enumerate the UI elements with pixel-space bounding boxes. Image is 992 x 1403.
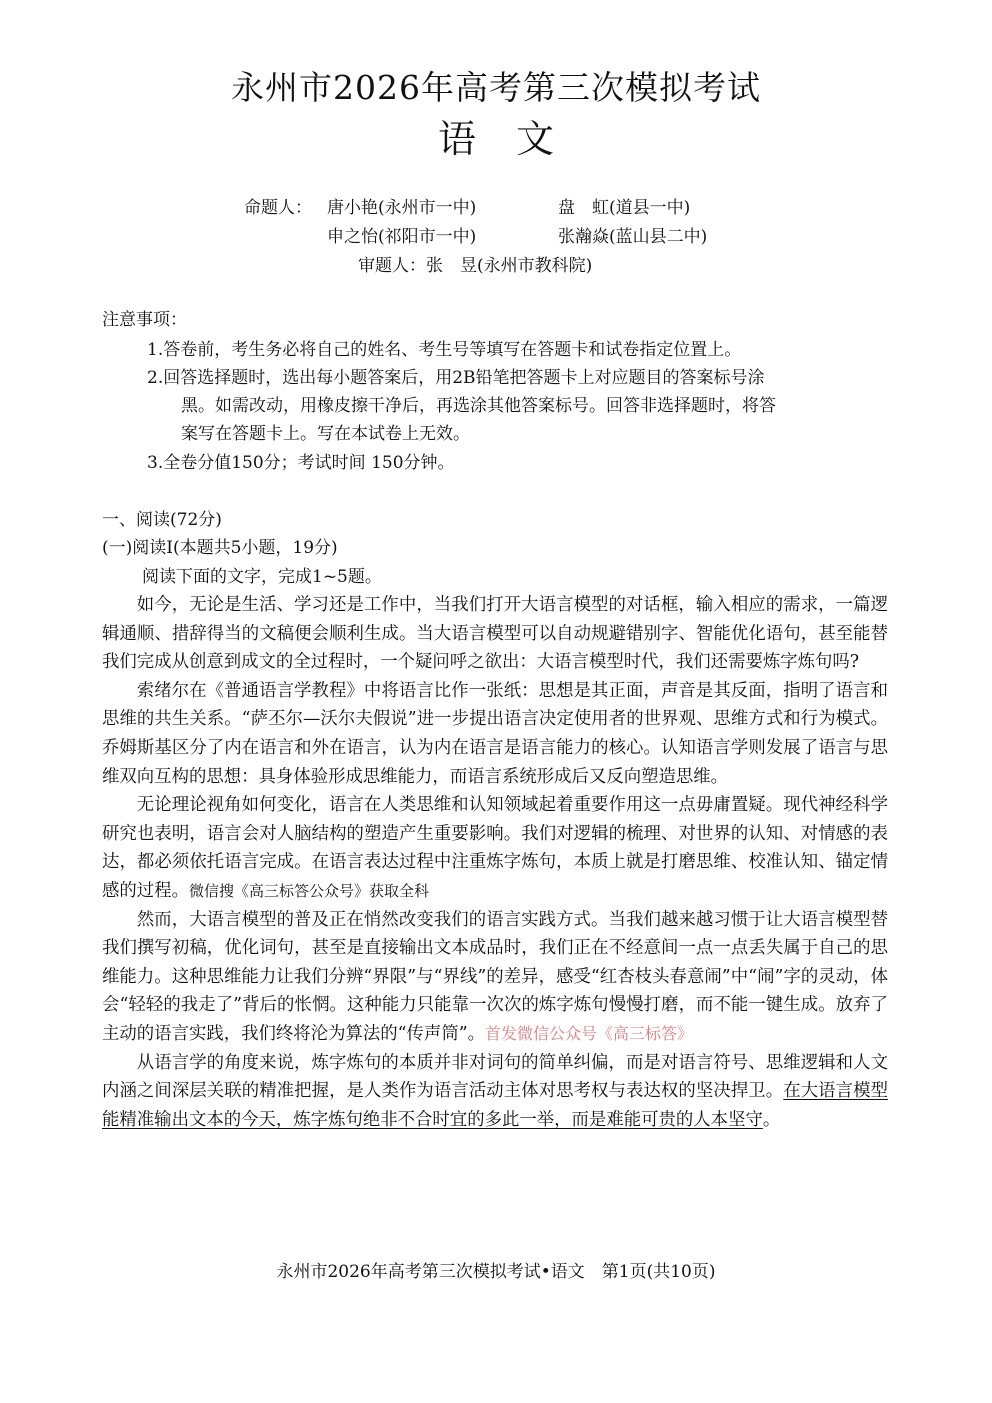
paragraph-4-text: 然而，大语言模型的普及正在悄然改变我们的语言实践方式。当我们越来越习惯于让大语言模型替我们撰写初稿，优化词句，甚至是直接输出文本成品时，我们正在不经意间一点一点丢失属于自己的思维能力。这种思维能力让我们分辨“界限”与“界线”的差异，感受“红杏枝头春意闹”中“闹”字的灵动，体会“轻轻的我走了”背后的怅惘。这种能力只能靠一次次的炼字炼句慢慢打磨，而不能一键生成。放弃了主动的语言实践，我们终将沦为算法的“传声筒”。 [102, 909, 888, 1044]
subject-title: 语文 [437, 117, 594, 161]
passage-paragraph-4 [102, 906, 888, 1049]
passage-paragraph-5 [102, 1049, 888, 1135]
paragraph-5-text: 从语言学的角度来说，炼字炼句的本质并非对词句的简单纠偏，而是对语言符号、思维逻辑和人文内涵之间深层关联的精准把握，是人类作为语言活动主体对思考权与表达权的坚决捍卫。 [102, 1052, 888, 1102]
underlined-sentence: 在大语言模型能精准输出文本的今天，炼字炼句绝非不合时宜的多此一举，而是难能可贵的人本坚守 [102, 1081, 888, 1130]
exam-title: 永州市2026年高考第三次模拟考试 [231, 68, 761, 107]
paragraph-3-text: 无论理论视角如何变化，语言在人类思维和认知领域起着重要作用这一点毋庸置疑。现代神经科学研究也表明，语言会对人脑结构的塑造产生重要影响。我们对逻辑的梳理、对世界的认知、对情感的表达，都必须依托语言完成。在语言表达过程中注重炼字炼句，本质上就是打磨思维、校准认知、锚定情感的过程。 [102, 795, 888, 901]
setter-2: 盘 虹(道县一中) [558, 198, 691, 218]
reading-instruction: 阅读下面的文字，完成1~5题。 [142, 567, 382, 587]
subsection-heading: (一)阅读Ⅰ(本题共5小题，19分) [102, 538, 338, 558]
red-watermark: 首发微信公众号《高三标答》 [485, 1023, 694, 1043]
notice-item-2-line-3: 案写在答题卡上。写在本试卷上无效。 [181, 424, 470, 444]
reviewer-line: 审题人：张 昱(永州市教科院) [358, 256, 593, 276]
passage [102, 591, 888, 1134]
passage-paragraph-3 [102, 791, 888, 905]
notice-item-2-line-2: 黑。如需改动，用橡皮擦干净后，再选涂其他答案标号。回答非选择题时，将答 [181, 396, 776, 416]
passage-paragraph-1: 如今，无论是生活、学习还是工作中，当我们打开大语言模型的对话框，输入相应的需求，一篇逻辑通顺、措辞得当的文稿便会顺利生成。当大语言模型可以自动规避错别字、智能优化语句，甚至能替我们完成从创意到成文的全过程时，一个疑问呼之欲出：大语言模型时代，我们还需要炼字炼句吗? [102, 595, 888, 673]
page-footer: 永州市2026年高考第三次模拟考试•语文 第1页(共10页) [276, 1262, 716, 1282]
setters-label: 命题人： [244, 198, 312, 218]
paragraph-5-end: 。 [762, 1109, 781, 1130]
setter-3: 申之怡(祁阳市一中) [327, 227, 477, 247]
notice-item-1: 1.答卷前，考生务必将自己的姓名、考生号等填写在答题卡和试卷指定位置上。 [147, 340, 742, 360]
notice-heading: 注意事项： [102, 310, 187, 330]
notice-item-2-line-1: 2.回答选择题时，选出每小题答案后，用2B铅笔把答题卡上对应题目的答案标号涂 [147, 368, 765, 388]
setter-4: 张瀚焱(蓝山县二中) [558, 227, 708, 247]
notice-item-3: 3.全卷分值150分；考试时间 150分钟。 [147, 453, 455, 473]
passage-paragraph-2: 索绪尔在《普通语言学教程》中将语言比作一张纸：思想是其正面，声音是其反面，指明了语言和思维的共生关系。“萨丕尔—沃尔夫假说”进一步提出语言决定使用者的世界观、思维方式和行为模式。乔姆斯基区分了内在语言和外在语言，认为内在语言是语言能力的核心。认知语言学则发展了语言与思维双向互构的思想：具身体验形成思维能力，而语言系统形成后又反向塑造思维。 [102, 680, 888, 787]
section-heading: 一、阅读(72分) [102, 510, 222, 530]
setter-1: 唐小艳(永州市一中) [327, 198, 477, 218]
inline-watermark: 微信搜《高三标答公众号》获取全科 [188, 881, 429, 900]
